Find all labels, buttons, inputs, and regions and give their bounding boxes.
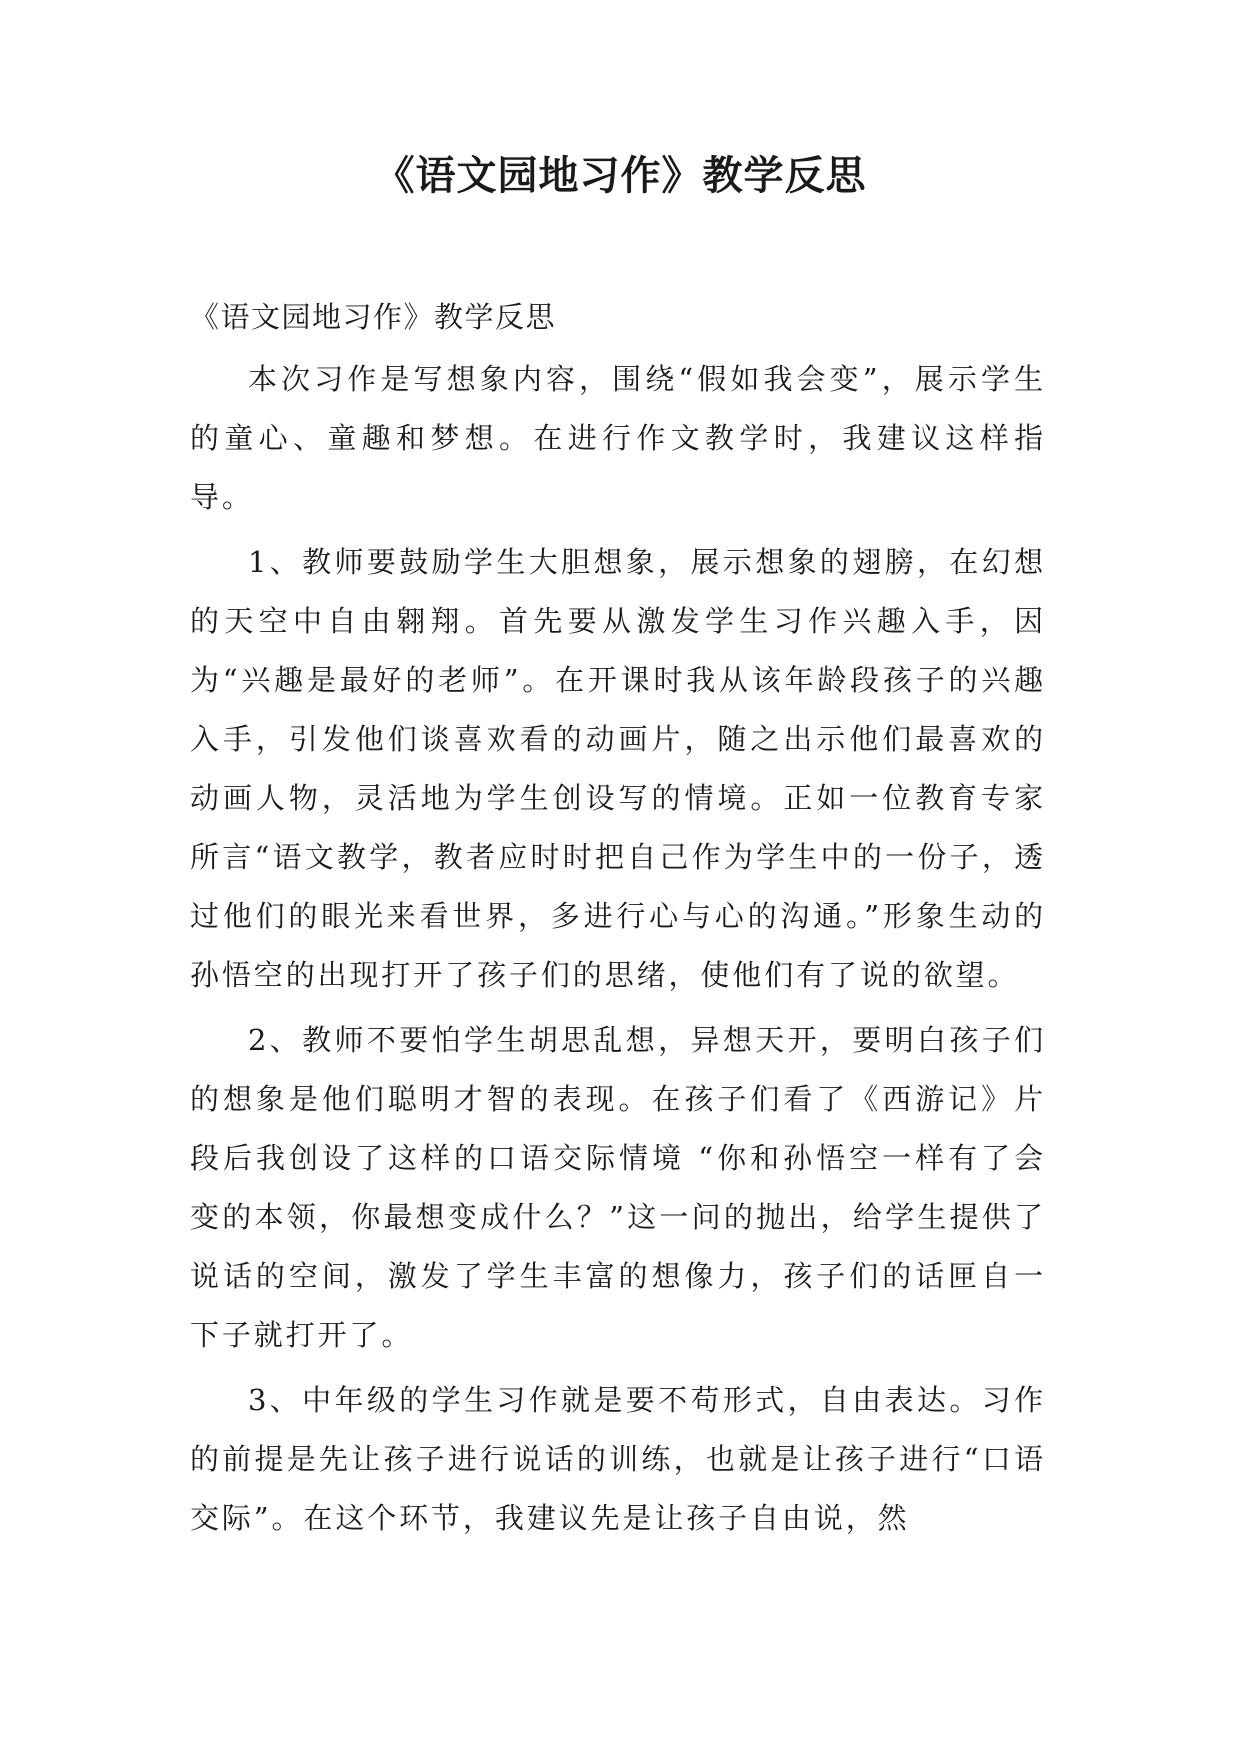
paragraph-point-1: 1、教师要鼓励学生大胆想象，展示想象的翅膀，在幻想的天空中自由翱翔。首先要从激发学生习作兴趣入手，因为“兴趣是最好的老师”。在开课时我从该年龄段孩子的兴趣入手，引发他们谈喜欢看的动画片，随之出示他们最喜欢的动画人物，灵活地为学生创设写的情境。正如一位教育专家所言“语文教学，教者应时时把自己作为学生中的一份子，透过他们的眼光来看世界，多进行心与心的沟通。”形象生动的孙悟空的出现打开了孩子们的思绪，使他们有了说的欲望。 [190, 545, 1046, 992]
paragraph-point-3: 3、中年级的学生习作就是要不苟形式，自由表达。习作的前提是先让孩子进行说话的训练，也就是让孩子进行“口语交际”。在这个环节，我建议先是让孩子自由说，然 [190, 1383, 1046, 1535]
document-subtitle: 《语文园地习作》教学反思 [190, 300, 557, 334]
document-title: 《语文园地习作》教学反思 [374, 153, 867, 199]
paragraph-intro: 本次习作是写想象内容，围绕“假如我会变”，展示学生的童心、童趣和梦想。在进行作文教学时，我建议这样指导。 [190, 362, 1046, 514]
paragraph-point-2: 2、教师不要怕学生胡思乱想，异想天开，要明白孩子们的想象是他们聪明才智的表现。在孩子们看了《西游记》片段后我创设了这样的口语交际情境 “你和孙悟空一样有了会变的本领，你最想变成什么？”这一问的抛出，给学生提供了说话的空间，激发了学生丰富的想像力，孩子们的话匣自一下子就打开了。 [190, 1023, 1046, 1352]
document-body [190, 288, 1046, 1554]
